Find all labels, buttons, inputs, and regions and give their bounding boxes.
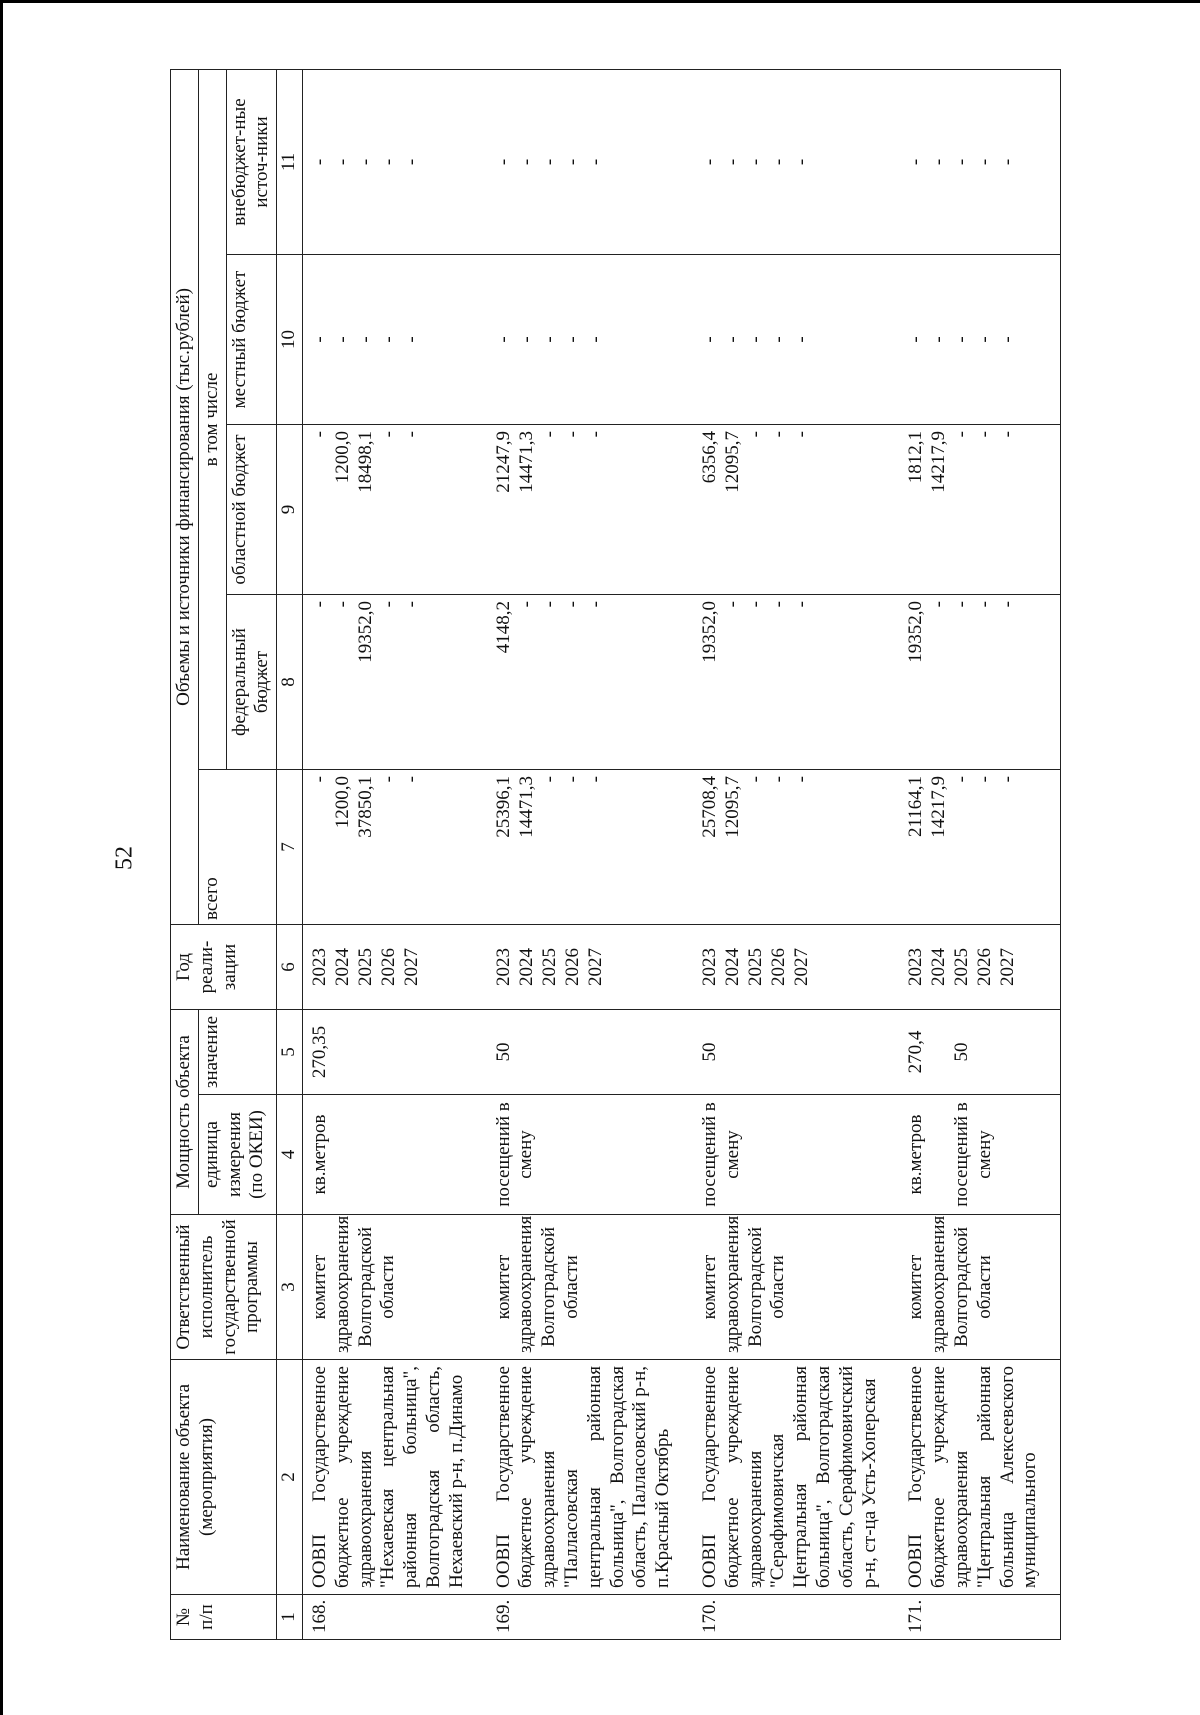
federal-amount-value: - [767,601,789,608]
local-amount-value: - [400,336,422,343]
regional-amount-value: - [767,431,789,438]
year-value: 2026 [767,948,789,986]
extra-amount-value: - [997,158,1019,166]
regional-amount-value: - [974,431,996,438]
header-unit: единица измерения (по ОКЕИ) [198,1095,276,1215]
header-capacity: Мощность объекта [171,1010,199,1215]
local-amount-value: - [767,336,789,343]
year [302,925,486,1010]
header-extra: внебюджет-ные источ-ники [226,69,277,254]
total-amount [302,770,486,925]
federal-amount-value: - [515,601,537,608]
federal-amount [487,595,693,770]
local-amount-value: - [515,336,537,343]
local-amount-value: - [997,336,1019,343]
regional-amount-value: - [997,431,1019,438]
extra-amount-value: - [698,158,720,166]
column-number: 11 [277,69,303,254]
local-amount-value: - [721,336,743,343]
total-amount-value: 1200,0 [331,776,353,829]
column-numbers-row [277,69,303,1639]
regional-amount-value: - [308,431,330,438]
extra-amount-value: - [331,158,353,166]
regional-amount [302,425,486,595]
regional-amount [693,425,899,595]
total-amount-value: - [790,776,812,783]
capacity-unit-value: посещений в смену [698,1102,743,1207]
extra-amount-value: - [377,158,399,166]
total-amount-value: 21164,1 [905,776,927,838]
extra-amount-value: - [928,158,950,166]
regional-amount-value: - [584,431,606,438]
capacity-unit-value: посещений в смену [951,1102,995,1207]
column-number: 8 [277,595,303,770]
year-value: 2026 [974,948,996,986]
extra-amount-value: - [951,158,973,166]
year-value: 2024 [331,948,353,986]
local-amount [899,255,1060,425]
federal-amount-value: 19352,0 [905,601,927,663]
extra-amount [693,69,899,254]
header-funding: Объемы и источники финансирования (тыс.рублей) [171,69,199,924]
capacity-value [693,1010,899,1095]
federal-amount [693,595,899,770]
header-including: в том числе [198,69,226,769]
row-number: 170. [693,1595,899,1640]
table-row [899,69,1060,1639]
total-amount-value: - [538,776,560,783]
executor: комитет здравоохранения Волгоградской области [899,1215,1060,1360]
federal-amount-value: - [308,601,330,608]
federal-amount [899,595,1060,770]
local-amount-value: - [698,336,720,343]
extra-amount [302,69,486,254]
column-number: 2 [277,1360,303,1595]
total-amount-value: - [744,776,766,783]
total-amount-value: 25396,1 [492,776,514,838]
capacity-value [487,1010,693,1095]
capacity-value-text: 50 [492,1042,514,1062]
capacity-unit [693,1095,899,1215]
extra-amount-value: - [538,158,560,166]
extra-amount-value: - [308,158,330,166]
year-value: 2023 [698,948,720,986]
scan-border-top [0,0,1200,3]
local-amount-value: - [790,336,812,343]
extra-amount-value: - [767,158,789,166]
year-value: 2024 [928,948,950,986]
local-amount-value: - [308,336,330,343]
local-amount [487,255,693,425]
regional-amount-value: 1812,1 [905,431,927,484]
capacity-value-text: 270,35 [308,1025,330,1079]
year-value: 2027 [997,948,1019,986]
federal-amount-value: - [951,601,973,608]
page-number: 52 [111,846,138,870]
local-amount-value: - [928,336,950,343]
total-amount-value: 25708,4 [698,776,720,838]
regional-amount-value: 6356,4 [698,431,720,484]
year-value: 2026 [377,948,399,986]
year-value: 2025 [951,948,973,986]
local-amount-value: - [905,336,927,343]
total-amount [899,770,1060,925]
year-value: 2024 [721,948,743,986]
executor: комитет здравоохранения Волгоградской области [487,1215,693,1360]
capacity-unit [487,1095,693,1215]
column-number: 6 [277,925,303,1010]
capacity-value-text: 50 [698,1042,720,1062]
header-local: местный бюджет [226,255,277,425]
capacity-unit [899,1095,1060,1215]
column-number: 10 [277,255,303,425]
local-amount-value: - [951,336,973,343]
table-row [693,69,899,1639]
extra-amount-value: - [515,158,537,166]
local-amount [302,255,486,425]
row-number: 168. [302,1595,486,1640]
regional-amount-value: - [744,431,766,438]
local-amount-value: - [492,336,514,343]
regional-amount-value: - [561,431,583,438]
header-federal: федеральный бюджет [226,595,277,770]
table-row [302,69,486,1639]
extra-amount-value: - [400,158,422,166]
regional-amount-value: - [377,431,399,438]
executor: комитет здравоохранения Волгоградской области [302,1215,486,1360]
row-number: 171. [899,1595,1060,1640]
extra-amount-value: - [721,158,743,166]
extra-amount-value: - [905,158,927,166]
total-amount-value: - [997,776,1019,783]
federal-amount [302,595,486,770]
extra-amount-value: - [354,158,376,166]
extra-amount-value: - [492,158,514,166]
row-number: 169. [487,1595,693,1640]
federal-amount-value: - [584,601,606,608]
capacity-unit-value: кв.метров [308,1114,330,1195]
extra-amount [487,69,693,254]
regional-amount-value: - [400,431,422,438]
funding-table [170,69,1061,1640]
column-number: 9 [277,425,303,595]
year-value: 2023 [492,948,514,986]
column-number: 5 [277,1010,303,1095]
extra-amount-value: - [974,158,996,166]
capacity-unit [302,1095,486,1215]
column-number: 4 [277,1095,303,1215]
total-amount [487,770,693,925]
local-amount [693,255,899,425]
year-value: 2025 [538,948,560,986]
capacity-value [302,1010,486,1095]
local-amount-value: - [974,336,996,343]
total-amount-value: - [308,776,330,783]
year [693,925,899,1010]
extra-amount-value: - [584,158,606,166]
executor: комитет здравоохранения Волгоградской области [693,1215,899,1360]
federal-amount-value: - [561,601,583,608]
total-amount-value: - [974,776,996,783]
header-regional: областной бюджет [226,425,277,595]
regional-amount [487,425,693,595]
capacity-unit-value: кв.метров [905,1114,927,1195]
year [487,925,693,1010]
object-name: ООВП Государственное бюджетное учреждение здравоохранения "Центральная районная больница Алексеевского муниципального [899,1360,1060,1595]
year-value: 2024 [515,948,537,986]
total-amount-value: 12095,7 [721,776,743,838]
federal-amount-value: - [538,601,560,608]
federal-amount-value: 19352,0 [354,601,376,663]
extra-amount-value: - [744,158,766,166]
total-amount-value: - [561,776,583,783]
scan-border-left [0,0,3,1715]
regional-amount-value: - [538,431,560,438]
capacity-value-text: 50 [951,1042,973,1062]
header-total: всего [198,770,276,925]
total-amount-value: - [400,776,422,783]
object-name: ООВП Государственное бюджетное учреждение здравоохранения "Серафимовичская Центральная районная больница", Волгоградская область, Серафимовичский р-н, ст-ца Усть-Хоперская [693,1360,899,1595]
federal-amount-value: - [928,601,950,608]
regional-amount-value: 18498,1 [354,431,376,493]
local-amount-value: - [744,336,766,343]
federal-amount-value: - [974,601,996,608]
regional-amount-value: 21247,9 [492,431,514,493]
year-value: 2026 [561,948,583,986]
year [899,925,1060,1010]
total-amount-value: - [767,776,789,783]
extra-amount-value: - [561,158,583,166]
column-number: 3 [277,1215,303,1360]
total-amount-value: 14217,9 [928,776,950,838]
regional-amount-value: - [790,431,812,438]
total-amount-value: - [951,776,973,783]
spacer [928,1016,951,1088]
year-value: 2027 [400,948,422,986]
regional-amount-value: 14217,9 [928,431,950,493]
federal-amount-value: - [790,601,812,608]
local-amount-value: - [377,336,399,343]
federal-amount-value: - [377,601,399,608]
total-amount-value: 37850,1 [354,776,376,838]
year-value: 2027 [790,948,812,986]
header-num: № п/п [171,1595,277,1640]
federal-amount-value: - [997,601,1019,608]
local-amount-value: - [561,336,583,343]
year-value: 2023 [905,948,927,986]
rotated-table-wrapper [170,70,1041,1640]
object-name: ООВП Государственное бюджетное учреждение здравоохранения "Нехаевская центральная районная больница", Волгоградская область, Нехаевский р-н, п.Динамо [302,1360,486,1595]
federal-amount-value: 4148,2 [492,601,514,654]
year-value: 2027 [584,948,606,986]
column-number: 7 [277,770,303,925]
column-number: 1 [277,1595,303,1640]
federal-amount-value: - [400,601,422,608]
local-amount-value: - [538,336,560,343]
table-row [487,69,693,1639]
spacer [928,1101,951,1208]
federal-amount-value: - [331,601,353,608]
header-value: значение [198,1010,276,1095]
records-body [302,69,1060,1639]
total-amount-value: - [377,776,399,783]
regional-amount-value: - [951,431,973,438]
total-amount-value: - [584,776,606,783]
regional-amount [899,425,1060,595]
capacity-unit-value: посещений в смену [492,1102,537,1207]
local-amount-value: - [331,336,353,343]
local-amount-value: - [584,336,606,343]
year-value: 2025 [744,948,766,986]
capacity-value-text: 270,4 [905,1030,927,1074]
regional-amount-value: 12095,7 [721,431,743,493]
header-year: Год реали-зации [171,925,277,1010]
extra-amount [899,69,1060,254]
regional-amount-value: 1200,0 [331,431,353,484]
federal-amount-value: - [744,601,766,608]
year-value: 2023 [308,948,330,986]
federal-amount-value: 19352,0 [698,601,720,663]
capacity-value [899,1010,1060,1095]
regional-amount-value: 14471,3 [515,431,537,493]
header-name: Наименование объекта (мероприятия) [171,1360,277,1595]
total-amount-value: 14471,3 [515,776,537,838]
federal-amount-value: - [721,601,743,608]
total-amount [693,770,899,925]
year-value: 2025 [354,948,376,986]
local-amount-value: - [354,336,376,343]
object-name: ООВП Государственное бюджетное учреждение здравоохранения "Палласовская центральная районная больница", Волгоградская область, Палласовский р-н, п.Красный Октябрь [487,1360,693,1595]
extra-amount-value: - [790,158,812,166]
header-executor: Ответственный исполнитель государственной программы [171,1215,277,1360]
